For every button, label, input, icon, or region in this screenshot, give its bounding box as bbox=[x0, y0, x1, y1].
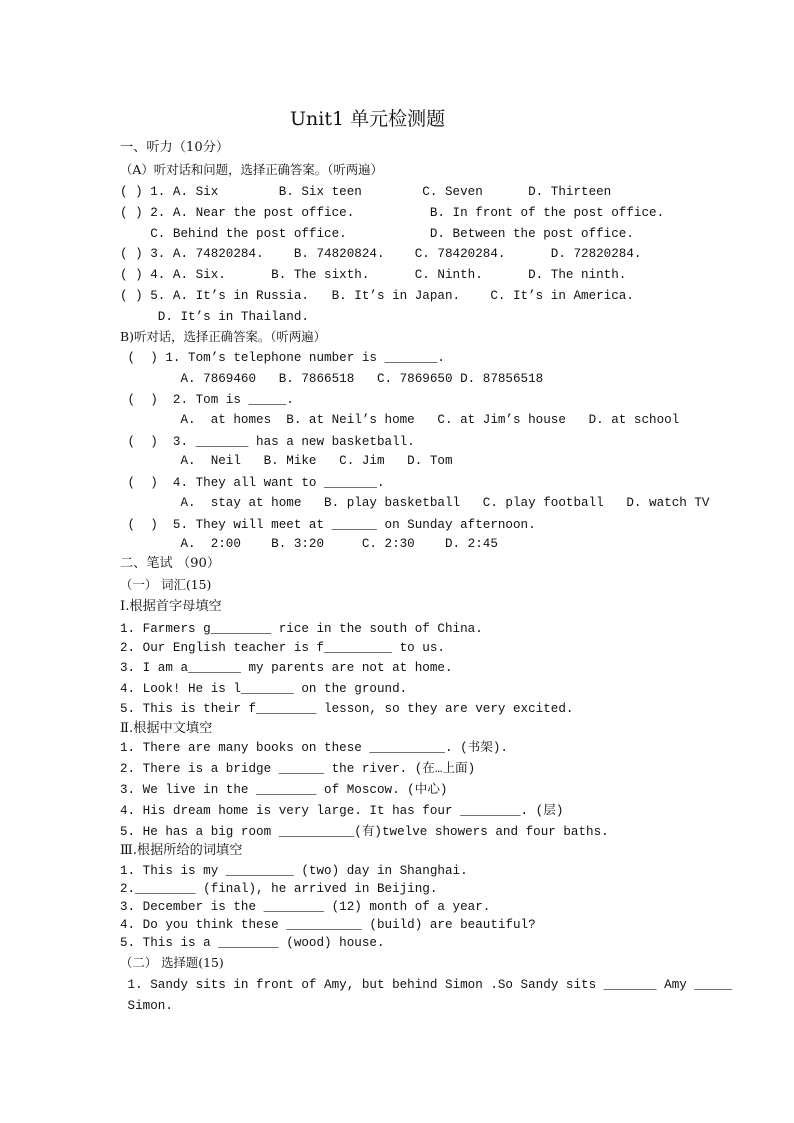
text-line: ( ) 1. Tom’s telephone number is _______. bbox=[120, 351, 445, 365]
text-line: 4. Do you think these __________ (build) are beautiful? bbox=[120, 918, 536, 932]
text-line: A. 2:00 B. 3:20 C. 2:30 D. 2:45 bbox=[120, 537, 498, 551]
text-line: ( ) 4. They all want to _______. bbox=[120, 476, 385, 490]
text-line: Ⅲ.根据所给的词填空 bbox=[120, 843, 243, 858]
text-line: D. It’s in Thailand. bbox=[120, 310, 309, 324]
text-line: ( ) 1. A. Six B. Six teen C. Seven D. Thirteen bbox=[120, 185, 612, 199]
text-line: Ⅰ.根据首字母填空 bbox=[120, 599, 222, 614]
text-line: ( ) 2. Tom is _____. bbox=[120, 393, 294, 407]
text-line: ( ) 2. A. Near the post office. B. In front of the post office. bbox=[120, 206, 665, 220]
page-title: Unit1 单元检测题 bbox=[290, 108, 446, 130]
text-line: 5. This is their f________ lesson, so they are very excited. bbox=[120, 702, 574, 716]
text-line: 1. There are many books on these __________. (书架). bbox=[120, 741, 508, 755]
text-line: 2. There is a bridge ______ the river. (在…上面) bbox=[120, 762, 476, 776]
text-line: 2. Our English teacher is f_________ to us. bbox=[120, 641, 445, 655]
text-line: 1. Farmers g________ rice in the south of China. bbox=[120, 622, 483, 636]
text-line: 3. December is the ________ (12) month of a year. bbox=[120, 900, 491, 914]
text-line: 5. This is a ________ (wood) house. bbox=[120, 936, 385, 950]
text-line: ( ) 3. _______ has a new basketball. bbox=[120, 435, 415, 449]
text-line: A. stay at home B. play basketball C. play football D. watch TV bbox=[120, 496, 710, 510]
text-line: 4. Look! He is l_______ on the ground. bbox=[120, 682, 408, 696]
text-line: C. Behind the post office. D. Between the post office. bbox=[120, 227, 634, 241]
text-line: （二） 选择题(15) bbox=[120, 955, 224, 970]
text-line: 4. His dream home is very large. It has four ________. (层) bbox=[120, 804, 564, 818]
text-line: 3. We live in the ________ of Moscow. (中心) bbox=[120, 783, 448, 797]
text-line: ( ) 5. They will meet at ______ on Sunday afternoon. bbox=[120, 518, 536, 532]
text-line: 2.________ (final), he arrived in Beijing. bbox=[120, 882, 438, 896]
text-line: ( ) 4. A. Six. B. The sixth. C. Ninth. D. The ninth. bbox=[120, 268, 627, 282]
text-line: 二、笔试 （90） bbox=[120, 556, 221, 571]
text-line: （A）听对话和问题，选择正确答案。（听两遍） bbox=[120, 162, 383, 177]
text-line: 3. I am a_______ my parents are not at home. bbox=[120, 661, 453, 675]
text-line: A. at homes B. at Neil’s home C. at Jim’s house D. at school bbox=[120, 413, 680, 427]
text-line: 1. This is my _________ (two) day in Shanghai. bbox=[120, 864, 468, 878]
text-line: 一、听力（10分） bbox=[120, 140, 230, 155]
text-line: 1. Sandy sits in front of Amy, but behind Simon .So Sandy sits _______ Amy _____ bbox=[120, 978, 733, 992]
text-line: A. Neil B. Mike C. Jim D. Tom bbox=[120, 454, 453, 468]
text-line: Simon. bbox=[120, 999, 173, 1013]
text-line: A. 7869460 B. 7866518 C. 7869650 D. 87856518 bbox=[120, 372, 544, 386]
text-line: ( ) 3. A. 74820284. B. 74820824. C. 78420284. D. 72820284. bbox=[120, 247, 642, 261]
text-line: ( ) 5. A. It’s in Russia. B. It’s in Japan. C. It’s in America. bbox=[120, 289, 634, 303]
text-line: 5. He has a big room __________(有)twelve showers and four baths. bbox=[120, 825, 609, 839]
text-line: B)听对话，选择正确答案。（听两遍） bbox=[120, 329, 326, 344]
text-line: Ⅱ.根据中文填空 bbox=[120, 721, 213, 736]
text-line: （一） 词汇(15) bbox=[120, 577, 212, 592]
